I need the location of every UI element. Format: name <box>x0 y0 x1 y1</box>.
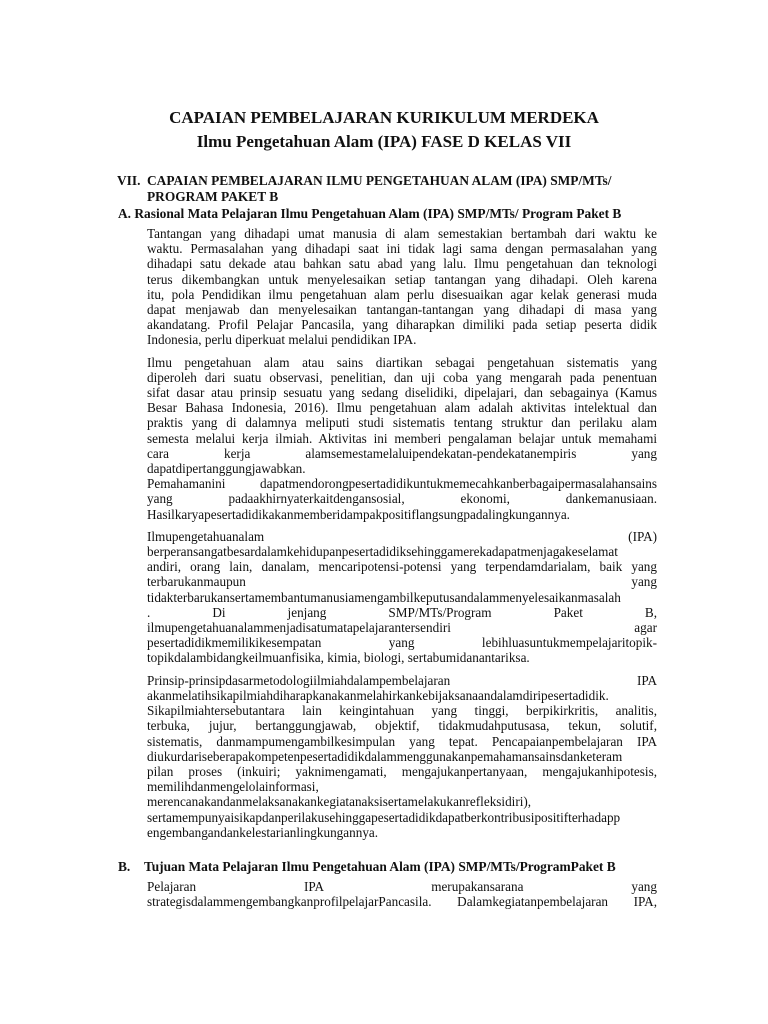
paragraph-line: yang padaakhirnyaterkaitdengansosial, ekonomi, dankemanusiaan. <box>147 491 657 507</box>
paragraph-line: Indonesia, perlu diperkuat melalui pendidikan IPA. <box>147 332 417 348</box>
document-subtitle: Ilmu Pengetahuan Alam (IPA) FASE D KELAS VII <box>196 132 572 151</box>
paragraph-line: engembangandankelestarianlingkungannya. <box>147 824 379 840</box>
paragraph-line: Hasilkaryapesertadidikakanmemberidampakpositiflangsungpadalingkungannya. <box>147 506 570 522</box>
paragraph-line: itu, pola Pendidikan ilmu pengetahuan alam perlu disesuaikan agar kelak generasi muda <box>147 286 657 302</box>
paragraph-line: dapatdipertanggungjawabkan. <box>147 461 306 477</box>
subsection-a-heading: A. Rasional Mata Pelajaran Ilmu Pengetahuan Alam (IPA) SMP/MTs/ Program Paket B <box>118 206 622 221</box>
paragraph-line: pesertadidikmemilikikesempatan yang lebihluasuntukmempelajaritopik- <box>147 635 657 651</box>
paragraph-line: strategisdalammengembangkanprofilpelajarPancasila. Dalamkegiatanpembelajaran IPA, <box>147 894 657 910</box>
paragraph-line: Tantangan yang dihadapi umat manusia di alam semestakian bertambah dari waktu ke <box>147 226 657 241</box>
paragraph-line: Sikapilmiahtersebutantara lain keingintahuan yang tinggi, berpikirkritis, analitis, <box>147 703 657 719</box>
paragraph-line: dapat menjawab dan menyelesaikan tantangan-tantangan yang dihadapi di masa yang <box>147 302 657 318</box>
paragraph-line: Pelajaran IPA merupakansarana yang <box>147 879 657 894</box>
paragraph-line: semesta melalui kerja ilmiah. Aktivitas ini memberi pengalaman belajar untuk memahami <box>147 430 657 446</box>
paragraph-line: Ilmupengetahuanalam (IPA) <box>147 528 657 544</box>
paragraph-line: Pemahamanini dapatmendorongpesertadidikuntukmemecahkanberbagaipermasalahansains <box>147 476 657 492</box>
paragraph-line: dihadapi satu dekade atau bahkan satu abad yang lalu. Ilmu pengetahuan dan teknologi <box>147 256 657 272</box>
paragraph-line: sifat dasar atau prinsip sesuatu yang sedang diselidiki, dipelajari, dan sebagainya (Kamus <box>147 385 657 401</box>
paragraph <box>147 879 657 909</box>
paragraph <box>147 355 657 522</box>
paragraph-line: diukurdariseberapakompetenpesertadidikdalammenggunakanpemahamansainsdanketeram <box>147 748 623 764</box>
paragraph-line: andiri, orang lain, danalam, mencaripotensi-potensi yang terpendamdarialam, baik yang <box>147 559 657 575</box>
section-number: VII. <box>117 173 141 188</box>
subsection-b-title: Tujuan Mata Pelajaran Ilmu Pengetahuan Alam (IPA) SMP/MTs/ProgramPaket B <box>144 859 616 874</box>
paragraph-line: akandatang. Profil Pelajar Pancasila, yang diharapkan dimiliki pada setiap peserta didik <box>147 317 657 333</box>
section-heading <box>117 173 657 205</box>
paragraph-line: terbarukanmaupun yang <box>147 574 657 590</box>
subsection-a-body <box>147 226 657 847</box>
paragraph-line: Ilmu pengetahuan alam atau sains diartikan sebagai pengetahuan sistematis yang <box>147 354 657 370</box>
paragraph-line: terbuka, jujur, bertanggungjawab, objektif, tidakmudahputusasa, tekun, solutif, <box>147 718 657 734</box>
paragraph-line: merencanakandanmelaksanakankegiatanaksisertamelakukanrefleksidiri), <box>147 794 532 810</box>
paragraph-line: topikdalambidangkeilmuanfisika, kimia, biologi, sertabumidanantariksa. <box>147 650 530 666</box>
paragraph-line: Prinsip-prinsipdasarmetodologiilmiahdalampembelajaran IPA <box>147 672 657 688</box>
paragraph-line: akanmelatihsikapilmiahdiharapkanakanmelahirkankebijaksanaandalamdiripesertadidik. <box>147 687 609 703</box>
subsection-b-heading <box>118 859 678 875</box>
section-heading-line1: CAPAIAN PEMBELAJARAN ILMU PENGETAHUAN ALAM (IPA) SMP/MTs/ <box>147 173 612 188</box>
paragraph-line: Besar Bahasa Indonesia, 2016). Ilmu pengetahuan alam adalah aktivitas intelektual dan <box>147 400 657 416</box>
document-title: CAPAIAN PEMBELAJARAN KURIKULUM MERDEKA <box>169 108 599 127</box>
paragraph-line: cara kerja alamsemestamelaluipendekatan-pendekatanempiris yang <box>147 445 657 461</box>
paragraph <box>147 226 657 348</box>
paragraph-line: diperoleh dari suatu observasi, penelitian, dan uji coba yang mengarah pada penentuan <box>147 369 657 385</box>
paragraph-line: waktu. Permasalahan yang dihadapi saat ini tidak lagi sama dengan permasalahan yang <box>147 241 657 257</box>
paragraph-line: praktis yang di dalamnya meliputi studi sistematis tentang struktur dan perilaku alam <box>147 415 657 431</box>
paragraph <box>147 529 657 666</box>
paragraph-line: terus dikembangkan untuk menyelesaikan setiap tantangan yang dihadapi. Oleh karena <box>147 271 657 287</box>
paragraph-line: sistematis, danmampumengambilkesimpulan yang tepat. Pencapaianpembelajaran IPA <box>147 733 657 749</box>
paragraph-line: tidakterbarukansertamembantumanusiamengambilkeputusandalammenyelesaikanmasalah <box>147 589 621 605</box>
paragraph-line: memilihdanmengelolainformasi, <box>147 779 319 795</box>
paragraph-line: berperansangatbesardalamkehidupanpesertadidiksehinggamerekadapatmenjagakeselamat <box>147 544 618 560</box>
section-heading-line2: PROGRAM PAKET B <box>147 189 279 204</box>
paragraph-line: pilan proses (inkuiri; yaknimengamati, mengajukanpertanyaan, mengajukanhipotesis, <box>147 763 657 779</box>
paragraph-line: . Di jenjang SMP/MTs/Program Paket B, <box>147 604 657 620</box>
paragraph <box>147 673 657 840</box>
paragraph-line: ilmupengetahuanalammenjadisatumatapelajarantersendiri agar <box>147 620 657 636</box>
subsection-b-body <box>147 879 657 916</box>
subsection-b-letter: B. <box>118 859 131 874</box>
paragraph-line: sertamempunyaisikapdanperilakusehinggapesertadidikdapatberkontribusipositifterhadapp <box>147 809 621 825</box>
